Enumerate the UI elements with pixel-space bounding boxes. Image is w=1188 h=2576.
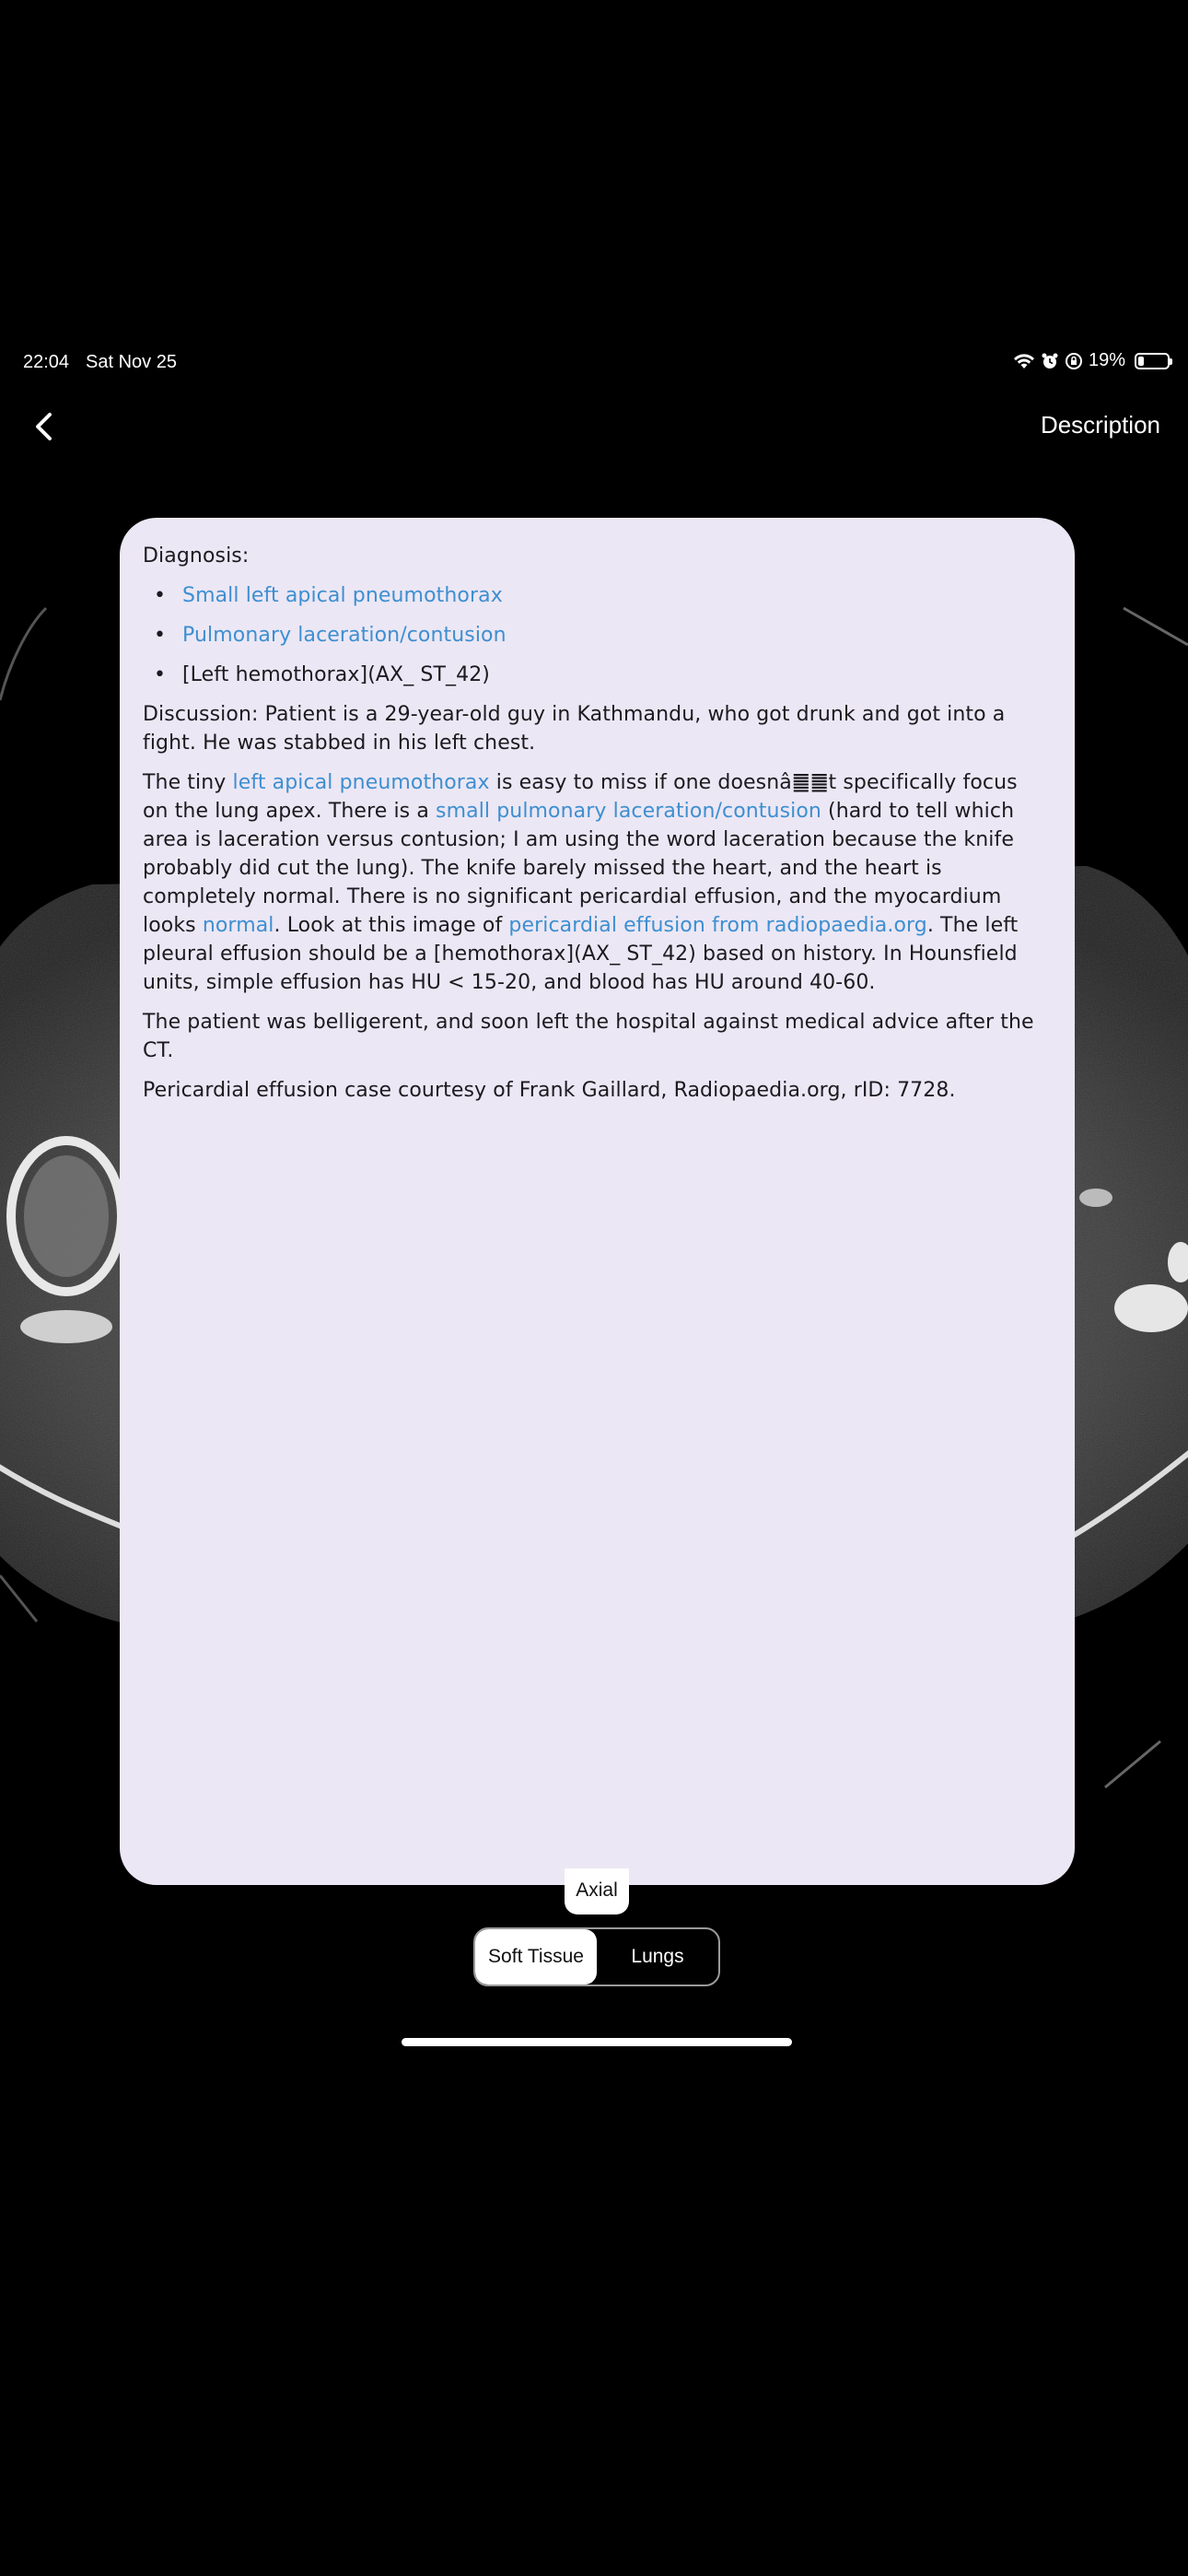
- diagnosis-item[interactable]: [143, 581, 1049, 610]
- outcome-paragraph: The patient was belligerent, and soon left the hospital against medical advice after the CT.: [143, 1011, 1034, 1062]
- diagnosis-heading: Diagnosis:: [143, 544, 250, 568]
- status-bar: [0, 345, 1188, 381]
- alarm-icon: [1041, 352, 1059, 370]
- orientation-lock-icon: [1065, 352, 1083, 370]
- lungs-option[interactable]: Lungs: [631, 1946, 684, 1967]
- wifi-icon: [1013, 353, 1035, 369]
- bullet: •: [154, 624, 167, 647]
- diagnosis-item[interactable]: [143, 621, 1049, 650]
- text-run: is easy to miss if one doesnâ: [489, 771, 792, 794]
- status-date: Sat Nov 25: [86, 352, 177, 372]
- soft-tissue-option[interactable]: Soft Tissue: [475, 1929, 597, 1985]
- description-sheet[interactable]: [120, 518, 1075, 1885]
- home-indicator[interactable]: [402, 2038, 792, 2046]
- description-button[interactable]: Description: [1040, 411, 1160, 439]
- status-time: 22:04: [23, 352, 70, 372]
- normal-link[interactable]: normal: [202, 914, 274, 937]
- bullet: •: [154, 663, 167, 686]
- status-icons: [1013, 350, 1170, 371]
- back-button[interactable]: [26, 404, 66, 450]
- diagnosis-link[interactable]: Small left apical pneumothorax: [182, 584, 503, 607]
- text-run: The tiny: [143, 771, 233, 794]
- chevron-left-icon: [26, 404, 66, 450]
- diagnosis-text: [Left hemothorax](AX_ ST_42): [182, 663, 490, 686]
- window-segmented-control[interactable]: [473, 1927, 720, 1986]
- battery-icon: [1135, 353, 1170, 369]
- laceration-link[interactable]: small pulmonary laceration/contusion: [436, 800, 821, 823]
- battery-level: [1138, 357, 1144, 366]
- text-run: . Look at this image of: [274, 914, 509, 937]
- plane-label[interactable]: Axial: [565, 1868, 629, 1914]
- text-run: t specifically focus on the lung apex. There is a: [143, 771, 1018, 823]
- garbled-glyph: ䷀䷀: [791, 771, 829, 794]
- text-run: (hard to tell which area is laceration versus contusion; I am using the word laceration because the knife probably did cut the lung). The knife barely missed the heart, and the heart is completely normal. There is no significant pericardial effusion, and the myocardium looks: [143, 800, 1015, 937]
- bullet: •: [154, 584, 167, 607]
- findings-paragraph: [143, 768, 1049, 997]
- text-run: . The left pleural effusion should be a [hemothorax](AX_ ST_42) based on history. In Hounsfield units, simple effusion has HU < 15-20, and blood has HU around 40-60.: [143, 914, 1019, 994]
- diagnosis-list: [143, 581, 1049, 689]
- radiopaedia-link[interactable]: pericardial effusion from radiopaedia.org: [508, 914, 927, 937]
- diagnosis-item: [143, 661, 1049, 689]
- pneumothorax-link[interactable]: left apical pneumothorax: [232, 771, 490, 794]
- diagnosis-link[interactable]: Pulmonary laceration/contusion: [182, 624, 507, 647]
- credit-paragraph: Pericardial effusion case courtesy of Frank Gaillard, Radiopaedia.org, rID: 7728.: [143, 1079, 956, 1102]
- discussion-paragraph: Discussion: Patient is a 29-year-old guy in Kathmandu, who got drunk and got into a fight. He was stabbed in his left chest.: [143, 703, 1006, 755]
- battery-percent: 19%: [1088, 350, 1125, 370]
